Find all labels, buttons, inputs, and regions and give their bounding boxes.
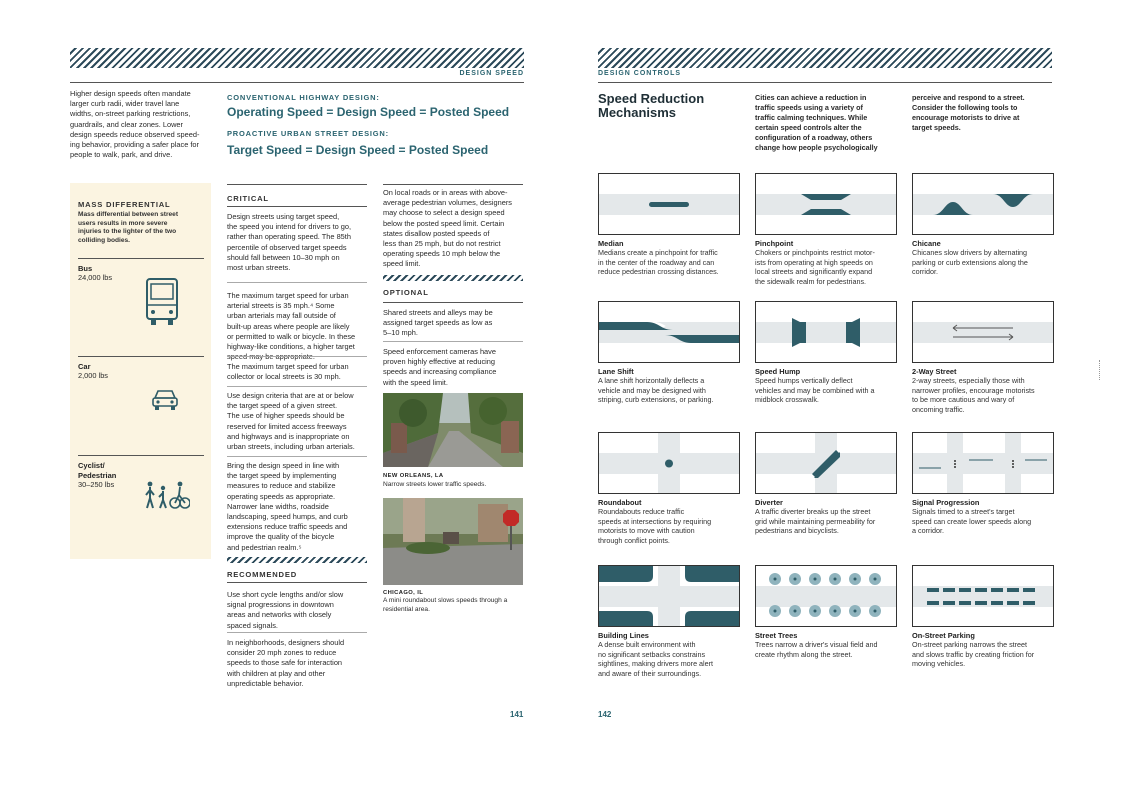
critical-divider-2 xyxy=(227,356,367,357)
left-page-hatch-band xyxy=(70,48,524,68)
recommended-hatch xyxy=(227,557,367,563)
recommended-p2: In neighborhoods, designers should consider 20 mph zones to reduce speeds to those safe for interaction with children at play and other unpredictable behavior. xyxy=(227,638,345,688)
bus-name: Bus xyxy=(78,264,93,273)
intro-text: Higher design speeds often mandate larger curb radii, wider travel lane widths, on-street parking restrictions, guardrails, and clear zones. Lower design speeds reduce observed speed- ing behavior, providing a safer place for people to walk, park, and drive. xyxy=(70,89,200,160)
photo2-city: CHICAGO, IL xyxy=(383,590,424,596)
critical-p3: The maximum target speed for urban collector or local streets is 30 mph. xyxy=(227,362,349,382)
left-page-number: 141 xyxy=(510,710,524,719)
optional-rule xyxy=(383,302,523,303)
conventional-equation: Operating Speed = Design Speed = Posted Speed xyxy=(227,105,510,119)
critical-p2: The maximum target speed for urban arterial streets is 35 mph.⁴ Some urban arterials may fall outside of built-up areas where people are likely or permitted to walk or bicycle. In these highway-like conditions, a higher target speed may be appropriate. xyxy=(227,291,356,362)
right-intro-a: Cities can achieve a reduction in traffic speeds using a variety of traffic calming techniques. While certain speed controls alter the configuration of a roadway, others change how people psychologically xyxy=(755,93,878,152)
optional-p2: Shared streets and alleys may be assigned target speeds as low as 5–10 mph. xyxy=(383,308,493,338)
critical-title: CRITICAL xyxy=(227,194,269,203)
proactive-label: PROACTIVE URBAN STREET DESIGN: xyxy=(227,129,389,138)
roundabout-diagram xyxy=(598,432,740,494)
cyclist-weight: 30–250 lbs xyxy=(78,480,115,489)
proactive-equation: Target Speed = Design Speed = Posted Speed xyxy=(227,143,489,157)
critical-p4: Use design criteria that are at or below the target speed of a given street. The use of higher speeds should be reserved for limited access freeways and highways and is inappropriate on urban streets, including urban arterials. xyxy=(227,391,355,452)
car-icon xyxy=(151,388,179,417)
pinchpoint-caption: Pinchpoint Chokers or pinchpoints restrict motor- ists from operating at high speeds on local streets and significantly expand the sidewalk realm for pedestrians. xyxy=(755,239,875,286)
optional-p3: Speed enforcement cameras have proven highly effective at reducing speeds and increasing compliance with the speed limit. xyxy=(383,347,497,387)
critical-divider-1 xyxy=(227,282,367,283)
diverter-diagram xyxy=(755,432,897,494)
optional-title: OPTIONAL xyxy=(383,288,429,297)
cyclist-name: Cyclist/ Pedestrian xyxy=(78,461,117,480)
median-caption: Median Medians create a pinchpoint for traffic in the center of the roadway and can reduce pedestrian crossing distances. xyxy=(598,239,719,277)
left-page-header: DESIGN SPEED xyxy=(459,70,524,77)
new-orleans-photo xyxy=(383,393,523,467)
right-header-rule xyxy=(598,82,1052,83)
critical-p1: Design streets using target speed, the speed you intend for drivers to go, rather than operating speed. The 85th percentile of observed target speeds should fall between 10–30 mph on most urban streets. xyxy=(227,212,352,273)
critical-divider-4 xyxy=(227,456,367,457)
recommended-p1: Use short cycle lengths and/or slow signal progressions in downtown areas and networks with closely spaced signals. xyxy=(227,590,344,630)
lane-shift-caption: Lane Shift A lane shift horizontally deflects a vehicle and may be designed with striping, curb extensions, or parking. xyxy=(598,367,714,405)
left-header-rule xyxy=(70,82,524,83)
median-diagram xyxy=(598,173,740,235)
car-name: Car xyxy=(78,362,91,371)
signal-progression-diagram xyxy=(912,432,1054,494)
optional-hatch xyxy=(383,275,523,281)
recommended-title: RECOMMENDED xyxy=(227,570,297,579)
right-intro-b: perceive and respond to a street. Consider the following tools to encourage motorists to drive at target speeds. xyxy=(912,93,1025,132)
building-lines-diagram xyxy=(598,565,740,627)
bus-weight: 24,000 lbs xyxy=(78,273,113,282)
signal-progression-caption: Signal Progression Signals timed to a street's target speed can create lower speeds along a corridor. xyxy=(912,498,1032,536)
chicane-caption: Chicane Chicanes slow drivers by alternating parking or curb extensions along the corridor. xyxy=(912,239,1028,277)
building-lines-caption: Building Lines A dense built environment with no significant setbacks constrains sightlines, making drivers more alert and aware of their surroundings. xyxy=(598,631,714,678)
street-trees-diagram xyxy=(755,565,897,627)
cyclist-pedestrian-icon xyxy=(144,481,190,516)
on-street-parking-caption: On-Street Parking On-street parking narrows the street and slows traffic by creating friction for moving vehicles. xyxy=(912,631,1035,669)
recommended-rule xyxy=(227,582,367,583)
right-page-header: DESIGN CONTROLS xyxy=(598,70,682,77)
critical-divider-3 xyxy=(227,386,367,387)
speed-hump-diagram xyxy=(755,301,897,363)
car-weight: 2,000 lbs xyxy=(78,371,108,380)
col3-p1: On local roads or in areas with above- average pedestrian volumes, designers may choose to select a design speed below the posted speed limit. Certain states disallow posted speeds of less than 25 mph, but do not restrict operating speeds 10 mph below the speed limit. xyxy=(383,188,513,269)
page-edge-mark xyxy=(1099,360,1101,380)
right-page-number: 142 xyxy=(598,710,612,719)
photo2-caption: A mini roundabout slows speeds through a residential area. xyxy=(383,597,508,613)
chicane-diagram xyxy=(912,173,1054,235)
col3-rule-top xyxy=(383,184,523,185)
mass-differential-desc: Mass differential between street users results in more severe injuries to the lighter of the two colliding bodies. xyxy=(78,211,179,244)
bus-icon xyxy=(145,277,179,332)
critical-rule xyxy=(227,206,367,207)
pinchpoint-diagram xyxy=(755,173,897,235)
photo1-city: NEW ORLEANS, LA xyxy=(383,473,444,479)
lane-shift-diagram xyxy=(598,301,740,363)
conventional-label: CONVENTIONAL HIGHWAY DESIGN: xyxy=(227,93,380,102)
right-page-hatch-band xyxy=(598,48,1052,68)
recommended-divider xyxy=(227,632,367,633)
optional-divider xyxy=(383,341,523,342)
on-street-parking-diagram xyxy=(912,565,1054,627)
roundabout-caption: Roundabout Roundabouts reduce traffic speeds at intersections by requiring motorists to move with caution through conflict points. xyxy=(598,498,712,545)
critical-rule-top xyxy=(227,184,367,185)
mass-rule-3 xyxy=(78,455,204,456)
mass-differential-title: MASS DIFFERENTIAL xyxy=(78,200,171,209)
two-way-street-caption: 2-Way Street 2-way streets, especially those with narrower profiles, encourage motorists to be more cautious and wary of oncoming traffic. xyxy=(912,367,1035,414)
photo1-caption: Narrow streets lower traffic speeds. xyxy=(383,481,487,488)
mass-rule-1 xyxy=(78,258,204,259)
critical-p5: Bring the design speed in line with the target speed by implementing measures to reduce and stabilize operating speeds as appropriate. Narrower lane widths, roadside landscaping, speed humps, and curb extensions reduce traffic speeds and improve the quality of the bicycle and pedestrian realm.⁵ xyxy=(227,461,348,552)
street-trees-caption: Street Trees Trees narrow a driver's visual field and create rhythm along the street. xyxy=(755,631,878,659)
mass-rule-2 xyxy=(78,356,204,357)
diverter-caption: Diverter A traffic diverter breaks up the street grid while maintaining permeability for pedestrians and bicyclists. xyxy=(755,498,876,536)
right-page-title: Speed Reduction Mechanisms xyxy=(598,91,705,120)
two-way-street-diagram xyxy=(912,301,1054,363)
speed-hump-caption: Speed Hump Speed humps vertically deflect vehicles and may be combined with a midblock crosswalk. xyxy=(755,367,875,405)
chicago-photo xyxy=(383,498,523,585)
